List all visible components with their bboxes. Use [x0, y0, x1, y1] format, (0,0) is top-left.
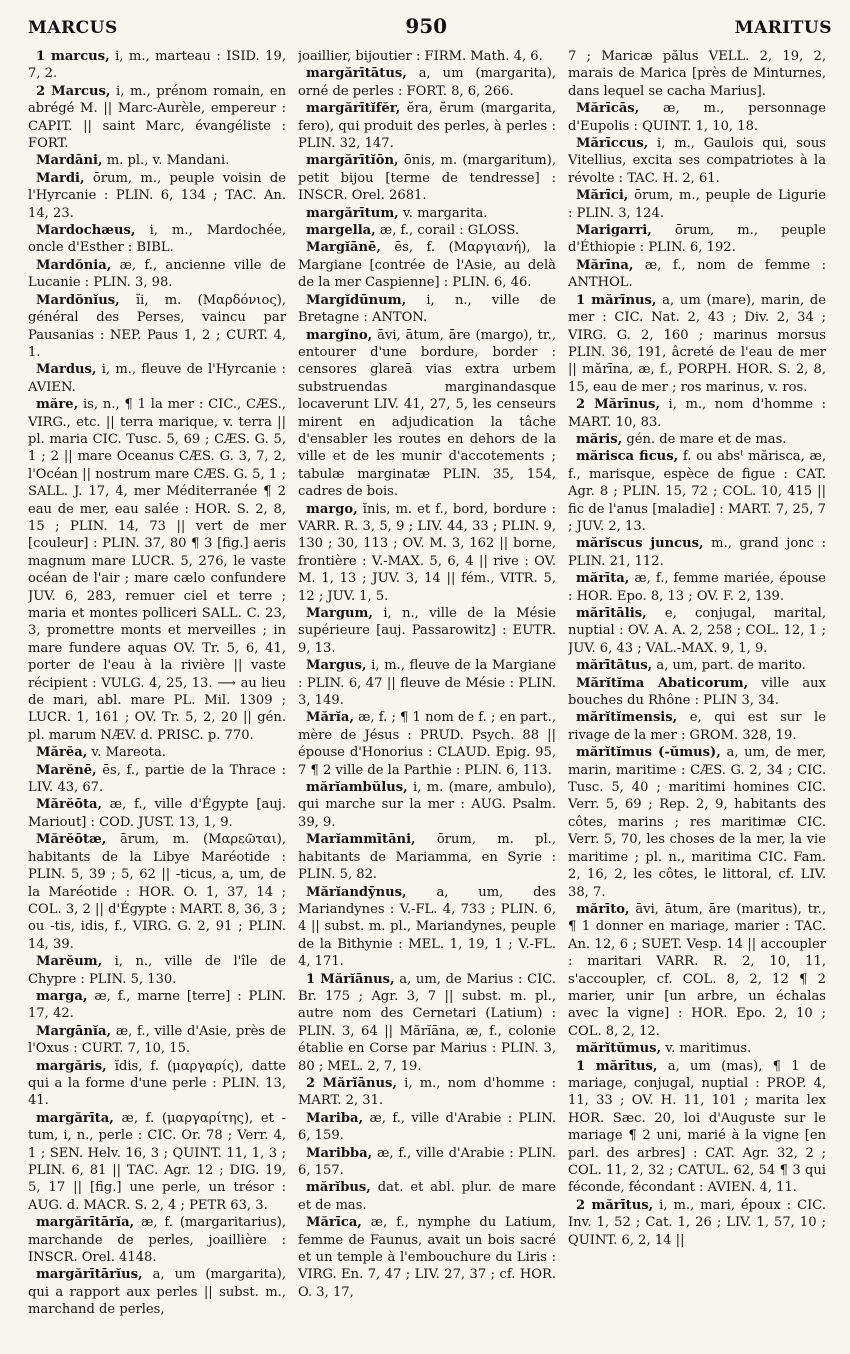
entry-headword: Mardus,	[36, 362, 97, 378]
entry-definition: æ, f. (μαργαρίτης), et -tum, i, n., perle : CIC. Or. 78 ; Verr. 4, 1 ; SEN. Helv. 16, 3 ; QUINT. 11, 1, 3 ; PLIN. 6, 81 || TAC. Agr. 12 ; DIG. 19, 5, 17 || [fig.] une perle, un trésor : AUG. d. MACR. S. 2, 4 ; PETR 63, 3.	[28, 1110, 286, 1213]
dictionary-entry	[568, 257, 826, 292]
entry-definition: æ, m., personnage d'Eupolis : QUINT. 1, 10, 18.	[568, 101, 826, 134]
entry-definition: æ, f. (margaritarius), marchande de perles, joaillière : INSCR. Orel. 4148.	[28, 1215, 286, 1266]
entry-definition: f. ou absᵗ mărisca, æ, f., marisque, espèce de figue : CAT. Agr. 8 ; PLIN. 15, 72 ; COL. 10, 415 || fic de l'anus [maladie] : MART. 7, 25, 7 ; JUV. 2, 13.	[568, 449, 826, 534]
entry-definition: joaillier, bijoutier : FIRM. Math. 4, 6.	[298, 49, 543, 64]
dictionary-entry	[568, 292, 826, 396]
entry-headword: margo,	[306, 501, 358, 517]
dictionary-entry	[28, 396, 286, 744]
entry-definition: ĭdis, f. (μαργαρίς), datte qui a la forme d'une perle : PLIN. 13, 41.	[28, 1058, 286, 1109]
entry-definition: æ, f. ; ¶ 1 nom de f. ; en part., mère de Jésus : PRUD. Psych. 88 || épouse d'Honorius : CLAUD. Epig. 95, 7 ¶ 2 ville de la Parthie : PLIN. 6, 113.	[298, 710, 556, 778]
entry-definition: æ, f., marne [terre] : PLIN. 17, 42.	[28, 988, 286, 1022]
dictionary-entry	[568, 135, 826, 187]
dictionary-entry	[28, 796, 286, 831]
dictionary-entry	[298, 1214, 556, 1301]
dictionary-entry	[568, 100, 826, 135]
entry-definition: i, m., fleuve de la Margiane : PLIN. 6, 47 || fleuve de Mésie : PLIN. 3, 149.	[298, 658, 556, 709]
dictionary-entry	[568, 1197, 826, 1249]
entry-definition: a, um, part. de marito.	[652, 658, 806, 674]
entry-headword: marga,	[36, 988, 88, 1004]
entry-headword: margărītārĭa,	[36, 1215, 135, 1231]
dictionary-entry	[28, 1110, 286, 1214]
dictionary-entry	[298, 222, 556, 239]
dictionary-entry	[568, 1058, 826, 1197]
entry-definition: a, um, de mer, marin, maritime : CÆS. G. 2, 34 ; CIC. Tusc. 5, 40 ; maritimi homines CIC. Verr. 5, 69 ; Rep. 2, 9, habitants des côtes, marins ; res maritimæ CIC. Verr. 5, 70, les choses de la mer, la vie maritime ; pl. n., maritima CIC. Fam. 2, 16, 2, les côtes, le littoral, cf. LIV. 38, 7.	[568, 745, 826, 900]
entry-definition: a, um, de Marius : CIC. Br. 175 ; Agr. 3, 7 || subst. m. pl., autre nom des Cernetari (Latium) : PLIN. 3, 64 || Mărĭāna, æ, f., colonie établie en Corse par Marius : PLIN. 3, 80 ; MEL. 2, 7, 19.	[298, 971, 556, 1074]
entry-definition: i, m., Gaulois qui, sous Vitellius, excita ses compatriotes à la révolte : TAC. H. 2, 61.	[568, 136, 826, 186]
dictionary-entry	[298, 779, 556, 831]
dictionary-entry	[298, 657, 556, 709]
dictionary-entry	[568, 1040, 826, 1057]
entry-definition: a, um, des Mariandynes : V.-FL. 4, 733 ; PLIN. 6, 4 || subst. m. pl., Mariandynes, peuple de la Bithynie : MEL. 1, 19, 1 ; V.-FL. 4, 171.	[298, 884, 556, 970]
entry-headword: margărītĭōn,	[306, 153, 399, 169]
entry-headword: Mărĭandȳnus,	[306, 884, 407, 900]
entry-headword: Mărīna,	[576, 257, 634, 273]
entry-definition: ōrum, m. pl., habitants de Mariamma, en Syrie : PLIN. 5, 82.	[298, 832, 556, 883]
entry-headword: Margus,	[306, 658, 367, 674]
entry-headword: Mardŏnia,	[36, 257, 112, 273]
dictionary-entry	[568, 675, 826, 710]
entry-definition: i, n., ville de l'île de Chypre : PLIN. 5, 130.	[28, 954, 286, 987]
dictionary-entry	[28, 292, 286, 362]
entry-definition: ārum, m. (Μαρεῶται), habitants de la Libye Maréotide : PLIN. 5, 39 ; 5, 62 || -ticus, a, um, de la Maréotide : HOR. O. 1, 37, 14 ; COL. 3, 2 || d'Égypte : MART. 8, 36, 3 ; ou -tis, idis, f., VIRG. G. 2, 91 ; PLIN. 14, 39.	[28, 832, 286, 952]
entry-definition: i, m., nom d'homme : MART. 10, 83.	[568, 397, 826, 430]
entry-headword: 1 mărītus,	[576, 1058, 658, 1074]
entry-headword: 2 Marcus,	[36, 83, 111, 99]
entry-definition: æ, f., ancienne ville de Lucanie : PLIN. 3, 98.	[28, 257, 286, 291]
entry-headword: margĭno,	[306, 327, 373, 343]
entry-headword: mărīto,	[576, 901, 630, 917]
entry-headword: măre,	[36, 397, 79, 413]
entry-definition: i, m., marteau : ISID. 19, 7, 2.	[28, 49, 286, 82]
entry-definition: æ, f., nymphe du Latium, femme de Faunus, avait un bois sacré et un temple à l'embouchure du Liris : VIRG. En. 7, 47 ; LIV. 27, 37 ; cf. HOR. O. 3, 17,	[298, 1215, 556, 1300]
entry-definition: i, n., ville de la Mésie supérieure [auj. Passarowitz] : EUTR. 9, 13.	[298, 606, 556, 656]
column-1	[28, 48, 286, 1353]
dictionary-entry	[28, 1266, 286, 1318]
entry-headword: mărītālis,	[576, 606, 647, 621]
entry-definition: ville aux bouches du Rhône : PLIN 3, 34.	[568, 675, 826, 709]
dictionary-entry	[28, 83, 286, 153]
entry-definition: i, m., fleuve de l'Hyrcanie : AVIEN.	[28, 362, 286, 395]
entry-definition: i, m., nom d'homme : MART. 2, 31.	[298, 1075, 556, 1109]
column-3	[568, 48, 826, 1353]
entry-definition: a, um (mas), ¶ 1 de mariage, conjugal, nuptial : PROP. 4, 11, 33 ; OV. H. 11, 101 ; marita lex HOR. Sæc. 20, loi d'Auguste sur le mariage ¶ 2 uni, marié à la vigne [en parl. des arbres] : CAT. Agr. 32, 2 ; COL. 11, 2, 32 ; CATUL. 62, 54 ¶ 3 qui féconde, fécondant : AVIEN. 4, 11.	[568, 1058, 826, 1196]
dictionary-entry	[298, 709, 556, 779]
entry-definition: ēs, f. (Μαργιανή), la Margiane [contrée de l'Asie, au delà de la mer Caspienne] : PLIN. 6, 46.	[298, 240, 556, 291]
entry-definition: æ, f., ville d'Asie, près de l'Oxus : CURT. 7, 10, 15.	[28, 1023, 286, 1057]
dictionary-entry	[298, 152, 556, 204]
dictionary-entry	[568, 657, 826, 674]
entry-definition: is, n., ¶ 1 la mer : CIC., CÆS., VIRG., etc. || terra marique, v. terra || pl. maria CIC. Tusc. 5, 69 ; CÆS. G. 5, 1 ; 2 || mare Oceanus CÆS. G. 3, 7, 2, l'Océan || nostrum mare CÆS. G. 5, 1 ; SALL. J. 17, 4, mer Méditerranée ¶ 2 eau de mer, eau salée : HOR. S. 2, 8, 15 ; PLIN. 14, 73 || vert de mer [couleur] : PLIN. 37, 80 ¶ 3 [fig.] aeris magnum mare LUCR. 5, 276, le vaste océan de l'air ; mare cælo confundere JUV. 6, 283, remuer ciel et terre ; maria et montes polliceri SALL. C. 23, 3, promettre monts et merveilles ; in mare fundere aquas OV. Tr. 5, 6, 41, porter de l'eau à la rivière || vaste récipient : VULG. 4, 25, 13. ⟶ au lieu de mari, abl. mare PL. Mil. 1309 ; LUCR. 1, 161 ; OV. Tr. 5, 2, 20 || gén. pl. marum NÆV. d. PRISC. p. 770.	[28, 397, 286, 743]
entry-headword: Mărĕōtæ,	[36, 832, 107, 848]
entry-definition: ĭnis, m. et f., bord, bordure : VARR. R. 3, 5, 9 ; LIV. 44, 33 ; PLIN. 9, 130 ; 30, 113 ; OV. M. 3, 162 || borne, frontière : V.-MAX. 5, 6, 4 || rive : OV. M. 1, 13 ; JUV. 3, 14 || fém., VITR. 5, 12 ; JUV. 1, 5.	[298, 501, 556, 604]
entry-definition: i, m., Mardochée, oncle d'Esther : BIBL.	[28, 223, 286, 256]
dictionary-entry	[298, 327, 556, 501]
entry-headword: mărisca ficus,	[576, 449, 679, 465]
entry-definition: a, um (margarita), orné de perles : FORT. 8, 6, 266.	[298, 66, 556, 99]
entry-definition: ĕra, ĕrum (margarita, fero), qui produit des perles, à perles : PLIN. 32, 147.	[298, 101, 556, 152]
dictionary-entry	[568, 431, 826, 448]
entry-headword: margărītātus,	[306, 66, 407, 82]
entry-headword: Maribba,	[306, 1145, 373, 1161]
dictionary-entry	[298, 100, 556, 152]
entry-definition: m. pl., v. Mandani.	[102, 153, 230, 169]
entry-definition: a, um (mare), marin, de mer : CIC. Nat. 2, 43 ; Div. 2, 34 ; VIRG. G. 2, 160 ; marinus morsus PLIN. 36, 191, âcreté de l'eau de mer || mărīna, æ, f., PORPH. HOR. S. 2, 8, 15, eau de mer ; ros marinus, v. ros.	[568, 292, 826, 395]
dictionary-entry	[28, 1214, 286, 1266]
entry-definition: v. maritimus.	[661, 1041, 752, 1057]
entry-definition: æ, f., ville d'Arabie : PLIN. 6, 157.	[298, 1145, 556, 1178]
entry-headword: Mărĭa,	[306, 710, 354, 726]
entry-definition: gén. de mare et de mas.	[622, 431, 787, 447]
entry-headword: Mariba,	[306, 1110, 364, 1126]
entry-headword: Margānĭa,	[36, 1023, 112, 1039]
entry-headword: 2 Mărĭānus,	[306, 1075, 397, 1091]
entry-definition: ōrum, m., peuple voisin de l'Hyrcanie : PLIN. 6, 134 ; TAC. An. 14, 23.	[28, 170, 286, 221]
dictionary-entry	[28, 152, 286, 169]
entry-definition: e, conjugal, marital, nuptial : OV. A. A. 2, 258 ; COL. 12, 1 ; JUV. 6, 43 ; VAL.-MAX. 9, 1, 9.	[568, 606, 826, 656]
entry-headword: margărītārĭus,	[36, 1267, 143, 1283]
entry-headword: Marĕnē,	[36, 762, 97, 778]
dictionary-entry	[568, 605, 826, 657]
entry-definition: æ, f., ville d'Arabie : PLIN. 6, 159.	[298, 1110, 556, 1144]
dictionary-entry	[298, 1110, 556, 1145]
entry-definition: ōrum, m., peuple d'Éthiopie : PLIN. 6, 192.	[568, 223, 826, 256]
dictionary-entry	[568, 187, 826, 222]
entry-headword: margărīta,	[36, 1110, 114, 1126]
dictionary-entry	[298, 65, 556, 100]
entry-headword: mărĭambŭlus,	[306, 780, 408, 796]
entry-headword: Marĭammītāni,	[306, 832, 416, 848]
dictionary-entry	[298, 884, 556, 971]
entry-headword: 1 marcus,	[36, 49, 110, 64]
dictionary-entry	[298, 1179, 556, 1214]
entry-headword: 1 mărīnus,	[576, 292, 657, 308]
entry-definition: æ, f., corail : GLOSS.	[375, 223, 520, 239]
dictionary-entry	[28, 988, 286, 1023]
dictionary-entry	[28, 744, 286, 761]
entry-headword: Mărīca,	[306, 1215, 362, 1231]
entry-headword: Mărīci,	[576, 188, 629, 204]
dictionary-entry	[568, 48, 826, 100]
dictionary-entry	[298, 501, 556, 605]
entry-definition: i, m., mari, époux : CIC. Inv. 1, 52 ; Cat. 1, 26 ; LIV. 1, 57, 10 ; QUINT. 6, 2, 14 ||	[568, 1197, 826, 1248]
entry-definition: āvi, ātum, āre (maritus), tr., ¶ 1 donner en mariage, marier : TAC. An. 12, 6 ; SUET. Vesp. 14 || accoupler : maritari VARR. R. 2, 10, 11, s'accoupler, cf. COL. 8, 2, 12 ¶ 2 marier, unir [un arbre, un échalas avec la vigne] : HOR. Epo. 2, 10 ; COL. 8, 2, 12.	[568, 901, 826, 1039]
entry-headword: mărĭtĭmus (-ŭmus),	[576, 745, 721, 761]
entry-headword: Mărĕōta,	[36, 797, 103, 813]
entry-definition: ēs, f., partie de la Thrace : LIV. 43, 67.	[28, 762, 286, 796]
dictionary-entry	[568, 709, 826, 744]
entry-headword: Mardŏnĭus,	[36, 292, 120, 308]
dictionary-entry	[298, 971, 556, 1075]
entry-definition: āvi, ātum, āre (margo), tr., entourer d'une bordure, border : censores glareā vias extra urbem substruendas marginandasque locaverunt LIV. 41, 27, 5, les censeurs mirent en adjudication la tâche d'ensabler les routes en dehors de la ville et de les munir d'accotements ; tabulæ marginatæ PLIN. 35, 154, cadres de bois.	[298, 327, 556, 500]
entry-headword: 2 Mărīnus,	[576, 397, 660, 413]
entry-definition: i, m., prénom romain, en abrégé M. || Marc-Aurèle, empereur : CAPIT. || saint Marc, évangéliste : FORT.	[28, 83, 286, 152]
entry-headword: margărītum,	[306, 205, 399, 221]
dictionary-entry	[28, 257, 286, 292]
dictionary-entry	[298, 292, 556, 327]
entry-definition: 7 ; Maricæ pălus VELL. 2, 19, 2, marais de Marica [près de Minturnes, dans lequel se cacha Marius].	[568, 49, 826, 99]
dictionary-entry	[568, 535, 826, 570]
entry-definition: æ, f., nom de femme : ANTHOL.	[568, 257, 826, 291]
entry-headword: Margĭdūnum,	[306, 292, 407, 308]
entry-definition: a, um (margarita), qui a rapport aux perles || subst. m., marchand de perles,	[28, 1267, 286, 1318]
header-last-headword: MARITUS	[734, 18, 832, 38]
dictionary-entry	[28, 361, 286, 396]
page-number: 950	[405, 14, 448, 38]
entry-definition: ōnis, m. (margaritum), petit bijou [terme de tendresse] : INSCR. Orel. 2681.	[298, 153, 556, 204]
entry-headword: margăris,	[36, 1058, 107, 1074]
entry-headword: Mărĕa,	[36, 745, 88, 761]
dictionary-entry	[568, 570, 826, 605]
entry-definition: i, n., ville de Bretagne : ANTON.	[298, 292, 556, 326]
entry-headword: Mardi,	[36, 170, 85, 186]
entry-definition: dat. et abl. plur. de mare et de mas.	[298, 1180, 556, 1213]
entry-definition: e, qui est sur le rivage de la mer : GROM. 328, 19.	[568, 710, 826, 743]
entry-headword: 2 mărītus,	[576, 1197, 654, 1213]
dictionary-entry	[28, 222, 286, 257]
dictionary-entry	[298, 831, 556, 883]
column-2	[298, 48, 556, 1353]
dictionary-entry	[298, 239, 556, 291]
entry-headword: margella,	[306, 223, 376, 239]
entry-definition: i, m. (mare, ambulo), qui marche sur la mer : AUG. Psalm. 39, 9.	[298, 780, 556, 830]
entry-headword: 1 Mărĭānus,	[306, 971, 395, 987]
dictionary-entry	[28, 48, 286, 83]
dictionary-entry	[298, 48, 556, 65]
header-first-headword: MARCUS	[28, 18, 118, 38]
entry-headword: mărītātus,	[576, 658, 653, 674]
entry-headword: Mărīccus,	[576, 136, 649, 152]
dictionary-entry	[568, 448, 826, 535]
dictionary-entry	[28, 1058, 286, 1110]
dictionary-entry	[568, 901, 826, 1040]
dictionary-entry	[568, 396, 826, 431]
entry-definition: v. margarita.	[398, 205, 488, 221]
entry-headword: Mărīcās,	[576, 101, 640, 117]
entry-headword: Marigarri,	[576, 223, 652, 239]
dictionary-entry	[28, 831, 286, 953]
entry-headword: mărīta,	[576, 571, 630, 587]
entry-headword: mărĭtŭmus,	[576, 1041, 662, 1057]
entry-headword: Mardāni,	[36, 153, 103, 169]
entry-definition: v. Mareota.	[87, 745, 166, 761]
dictionary-entry	[28, 762, 286, 797]
entry-definition: m., grand jonc : PLIN. 21, 112.	[568, 536, 826, 569]
dictionary-entry	[28, 953, 286, 988]
running-header	[28, 14, 832, 44]
entry-definition: ōrum, m., peuple de Ligurie : PLIN. 3, 124.	[568, 188, 826, 221]
dictionary-entry	[298, 605, 556, 657]
entry-definition: æ, f., femme mariée, épouse : HOR. Epo. 8, 13 ; OV. F. 2, 139.	[568, 571, 826, 604]
entry-headword: Margĭānē,	[306, 240, 381, 256]
entry-headword: margărītĭfĕr,	[306, 101, 401, 117]
entry-definition: ĭi, m. (Μαρδόνιος), général des Perses, vaincu par Pausanias : NEP. Paus 1, 2 ; CURT. 4, 1.	[28, 292, 286, 360]
entry-headword: Marĕum,	[36, 954, 103, 970]
entry-headword: măris,	[576, 431, 623, 447]
entry-definition: æ, f., ville d'Égypte [auj. Mariout] : COD. JUST. 13, 1, 9.	[28, 797, 286, 830]
dictionary-entry	[298, 205, 556, 222]
dictionary-entry	[568, 222, 826, 257]
columns	[28, 48, 832, 1353]
entry-headword: mărĭscus juncus,	[576, 536, 704, 552]
dictionary-entry	[28, 1023, 286, 1058]
entry-headword: mărĭtĭmensis,	[576, 710, 678, 726]
entry-headword: Margum,	[306, 606, 373, 621]
entry-headword: Mărĭtĭma Abaticorum,	[576, 675, 749, 691]
entry-headword: Mardochæus,	[36, 223, 136, 239]
dictionary-entry	[28, 170, 286, 222]
dictionary-entry	[298, 1075, 556, 1110]
entry-headword: mărĭbus,	[306, 1180, 371, 1196]
dictionary-entry	[298, 1145, 556, 1180]
dictionary-entry	[568, 744, 826, 901]
